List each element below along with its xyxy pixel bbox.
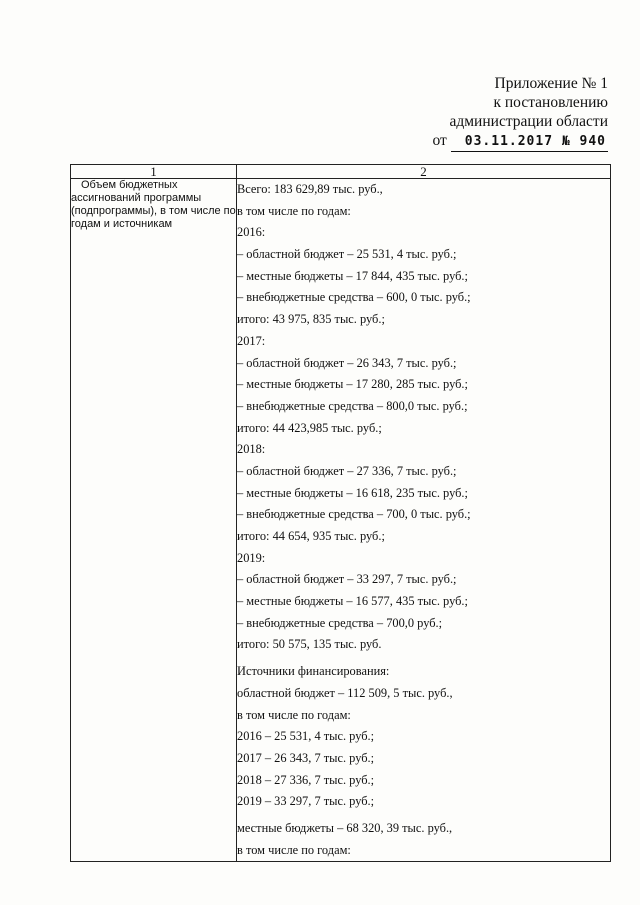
- value-line: итого: 43 975, 835 тыс. руб.;: [237, 312, 385, 327]
- value-line: 2019 – 33 297, 7 тыс. руб.;: [237, 794, 375, 809]
- decree-date-label: от: [432, 132, 447, 149]
- row-value-cell: [237, 179, 611, 862]
- value-line: областной бюджет – 112 509, 5 тыс. руб.,: [237, 685, 453, 700]
- value-line: – областной бюджет – 33 297, 7 тыс. руб.;: [237, 572, 457, 587]
- value-line: местные бюджеты – 68 320, 39 тыс. руб.,: [237, 820, 453, 835]
- value-line: – областной бюджет – 26 343, 7 тыс. руб.;: [237, 355, 457, 370]
- value-line: итого: 44 423,985 тыс. руб.;: [237, 420, 382, 435]
- value-line: 2016:: [237, 225, 266, 240]
- value-line: в том числе по годам:: [237, 842, 351, 857]
- value-lines: [237, 179, 610, 861]
- value-line: итого: 50 575, 135 тыс. руб.: [237, 637, 382, 652]
- budget-table: [70, 164, 611, 862]
- value-line: итого: 44 654, 935 тыс. руб.;: [237, 529, 385, 543]
- decree-date-number: 03.11.2017 № 940: [451, 132, 608, 152]
- row-label: Объем бюджетных ассигнований программы (подпрограммы), в том числе по годам и источникам: [71, 179, 236, 230]
- value-line: 2018:: [237, 442, 266, 457]
- value-line: 2017 – 26 343, 7 тыс. руб.;: [237, 750, 375, 765]
- value-line: 2018 – 27 336, 7 тыс. руб.;: [237, 772, 375, 787]
- value-line: – местные бюджеты – 17 280, 285 тыс. руб.;: [237, 377, 468, 392]
- value-line: – местные бюджеты – 17 844, 435 тыс. руб.;: [237, 268, 468, 283]
- row-label-cell: [71, 179, 237, 862]
- appendix-authority: администрации области: [449, 113, 608, 130]
- value-line: – местные бюджеты – 16 577, 435 тыс. руб.;: [237, 594, 468, 609]
- table-row: [71, 179, 611, 862]
- value-line: Всего: 183 629,89 тыс. руб.,: [237, 182, 383, 196]
- appendix-title: Приложение № 1: [494, 75, 608, 92]
- value-line: – внебюджетные средства – 700,0 руб.;: [237, 615, 443, 630]
- value-line: – местные бюджеты – 16 618, 235 тыс. руб.;: [237, 485, 468, 500]
- value-line: – областной бюджет – 27 336, 7 тыс. руб.;: [237, 463, 457, 478]
- value-line: в том числе по годам:: [237, 707, 351, 722]
- value-line: Источники финансирования:: [237, 664, 390, 679]
- column-header-2: 2: [237, 165, 611, 179]
- value-line: – внебюджетные средства – 600, 0 тыс. руб.;: [237, 290, 471, 305]
- column-header-row: [71, 165, 611, 179]
- value-line: в том числе по годам:: [237, 203, 351, 218]
- decree-date-row: [432, 131, 608, 152]
- column-header-1: 1: [71, 165, 237, 179]
- appendix-header: [432, 74, 608, 152]
- value-line: 2016 – 25 531, 4 тыс. руб.;: [237, 729, 375, 744]
- value-line: – внебюджетные средства – 800,0 тыс. руб.;: [237, 398, 468, 413]
- value-line: – внебюджетные средства – 700, 0 тыс. руб.;: [237, 507, 471, 522]
- value-line: 2019:: [237, 550, 266, 565]
- value-line: 2017:: [237, 333, 266, 348]
- appendix-ref-line: к постановлению: [493, 94, 608, 111]
- value-line: – областной бюджет – 25 531, 4 тыс. руб.;: [237, 247, 457, 262]
